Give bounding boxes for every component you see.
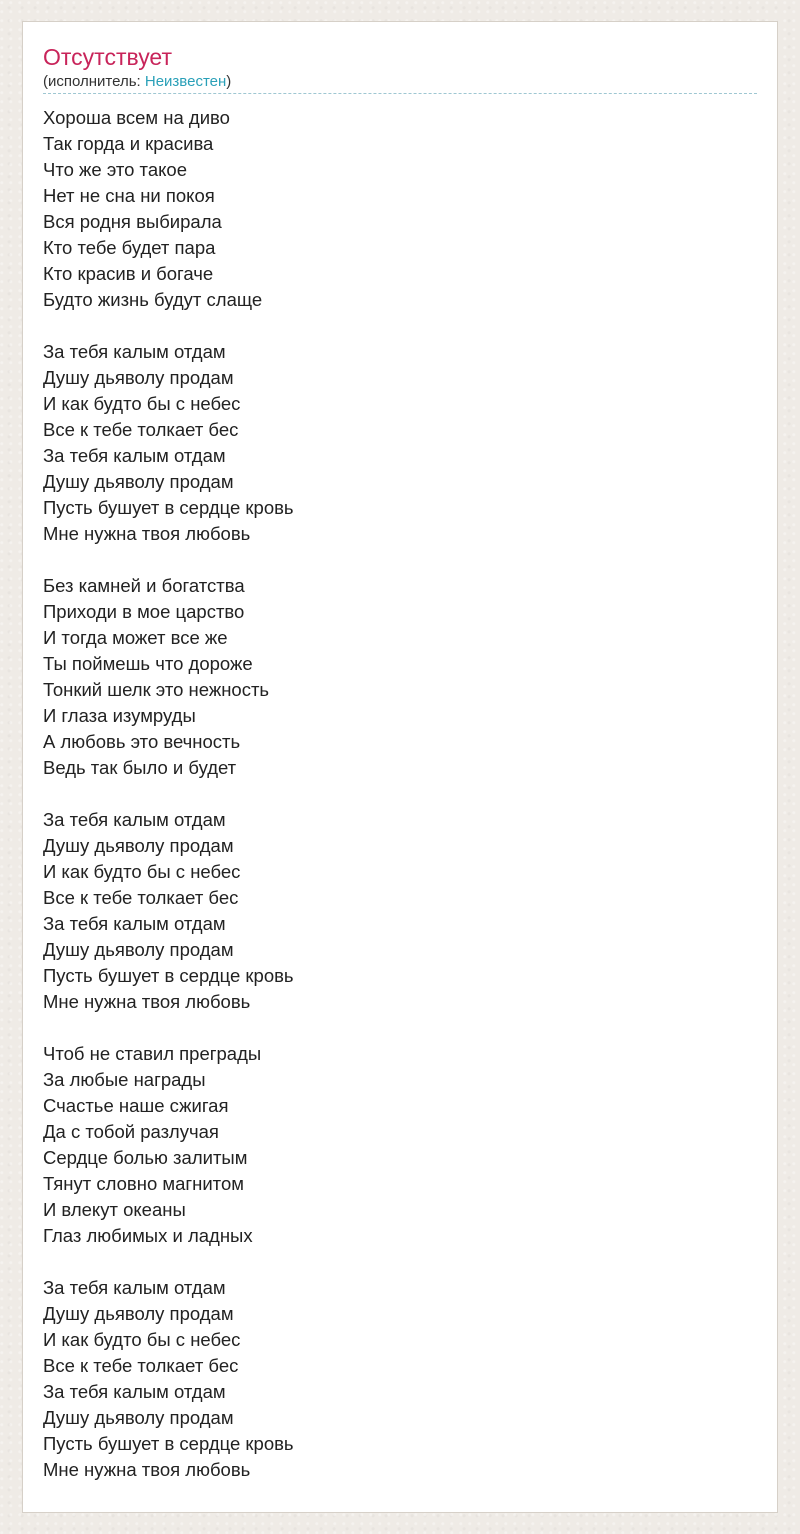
- lyric-line: И глаза изумруды: [43, 705, 196, 726]
- lyric-line: Вся родня выбирала: [43, 211, 222, 232]
- lyric-line: Мне нужна твоя любовь: [43, 523, 251, 544]
- lyric-line: Сердце болью залитым: [43, 1147, 248, 1168]
- stanza-gap: [43, 313, 743, 339]
- lyric-line: И как будто бы с небес: [43, 1329, 241, 1350]
- lyric-line: Приходи в мое царство: [43, 601, 245, 622]
- lyric-line: Душу дьяволу продам: [43, 939, 234, 960]
- lyric-line: Хороша всем на диво: [43, 107, 230, 128]
- stanza-gap: [43, 547, 743, 573]
- lyric-line: Все к тебе толкает бес: [43, 1355, 239, 1376]
- lyric-line: Будто жизнь будут слаще: [43, 289, 263, 310]
- lyric-line: За тебя калым отдам: [43, 445, 226, 466]
- lyric-line: Ты поймешь что дороже: [43, 653, 253, 674]
- lyric-line: Кто красив и богаче: [43, 263, 214, 284]
- stanza-gap: [43, 1249, 743, 1275]
- lyric-line: За тебя калым отдам: [43, 341, 226, 362]
- lyric-line: Нет не сна ни покоя: [43, 185, 215, 206]
- lyric-line: За любые награды: [43, 1069, 206, 1090]
- lyric-line: Душу дьяволу продам: [43, 1303, 234, 1324]
- lyric-line: И тогда может все же: [43, 627, 228, 648]
- artist-link[interactable]: Неизвестен: [144, 73, 227, 90]
- lyric-line: Душу дьяволу продам: [43, 471, 234, 492]
- lyric-line: Кто тебе будет пара: [43, 237, 216, 258]
- lyric-line: Все к тебе толкает бес: [43, 887, 239, 908]
- lyric-line: Да с тобой разлучая: [43, 1121, 219, 1142]
- lyric-line: Счастье наше сжигая: [43, 1095, 229, 1116]
- lyric-line: За тебя калым отдам: [43, 913, 226, 934]
- lyric-line: Ведь так было и будет: [43, 757, 237, 778]
- lyric-line: Душу дьяволу продам: [43, 835, 234, 856]
- lyric-line: Пусть бушует в сердце кровь: [43, 1433, 294, 1454]
- lyric-line: А любовь это вечность: [43, 731, 241, 752]
- lyrics-body: [43, 105, 743, 1483]
- lyric-line: За тебя калым отдам: [43, 809, 226, 830]
- lyric-line: Тонкий шелк это нежность: [43, 679, 270, 700]
- lyric-line: Тянут словно магнитом: [43, 1173, 244, 1194]
- song-title: Отсутствует: [43, 44, 172, 70]
- lyrics-card: [22, 21, 778, 1513]
- lyric-line: Без камней и богатства: [43, 575, 245, 596]
- artist-prefix: (исполнитель:: [43, 73, 145, 90]
- lyric-line: Пусть бушует в сердце кровь: [43, 497, 294, 518]
- lyric-line: Все к тебе толкает бес: [43, 419, 239, 440]
- artist-line: [43, 72, 231, 92]
- artist-suffix: ): [226, 73, 232, 90]
- lyric-line: И влекут океаны: [43, 1199, 186, 1220]
- lyric-line: Глаз любимых и ладных: [43, 1225, 253, 1246]
- lyric-line: И как будто бы с небес: [43, 393, 241, 414]
- lyric-line: Чтоб не ставил преграды: [43, 1043, 262, 1064]
- lyric-line: Пусть бушует в сердце кровь: [43, 965, 294, 986]
- lyric-line: Душу дьяволу продам: [43, 1407, 234, 1428]
- lyric-line: Мне нужна твоя любовь: [43, 991, 251, 1012]
- lyric-line: Так горда и красива: [43, 133, 214, 154]
- stanza-gap: [43, 781, 743, 807]
- stanza-gap: [43, 1015, 743, 1041]
- lyric-line: Что же это такое: [43, 159, 187, 180]
- lyric-line: За тебя калым отдам: [43, 1381, 226, 1402]
- lyric-line: И как будто бы с небес: [43, 861, 241, 882]
- title-divider: [43, 93, 757, 94]
- lyric-line: Душу дьяволу продам: [43, 367, 234, 388]
- lyric-line: Мне нужна твоя любовь: [43, 1459, 251, 1480]
- lyric-line: За тебя калым отдам: [43, 1277, 226, 1298]
